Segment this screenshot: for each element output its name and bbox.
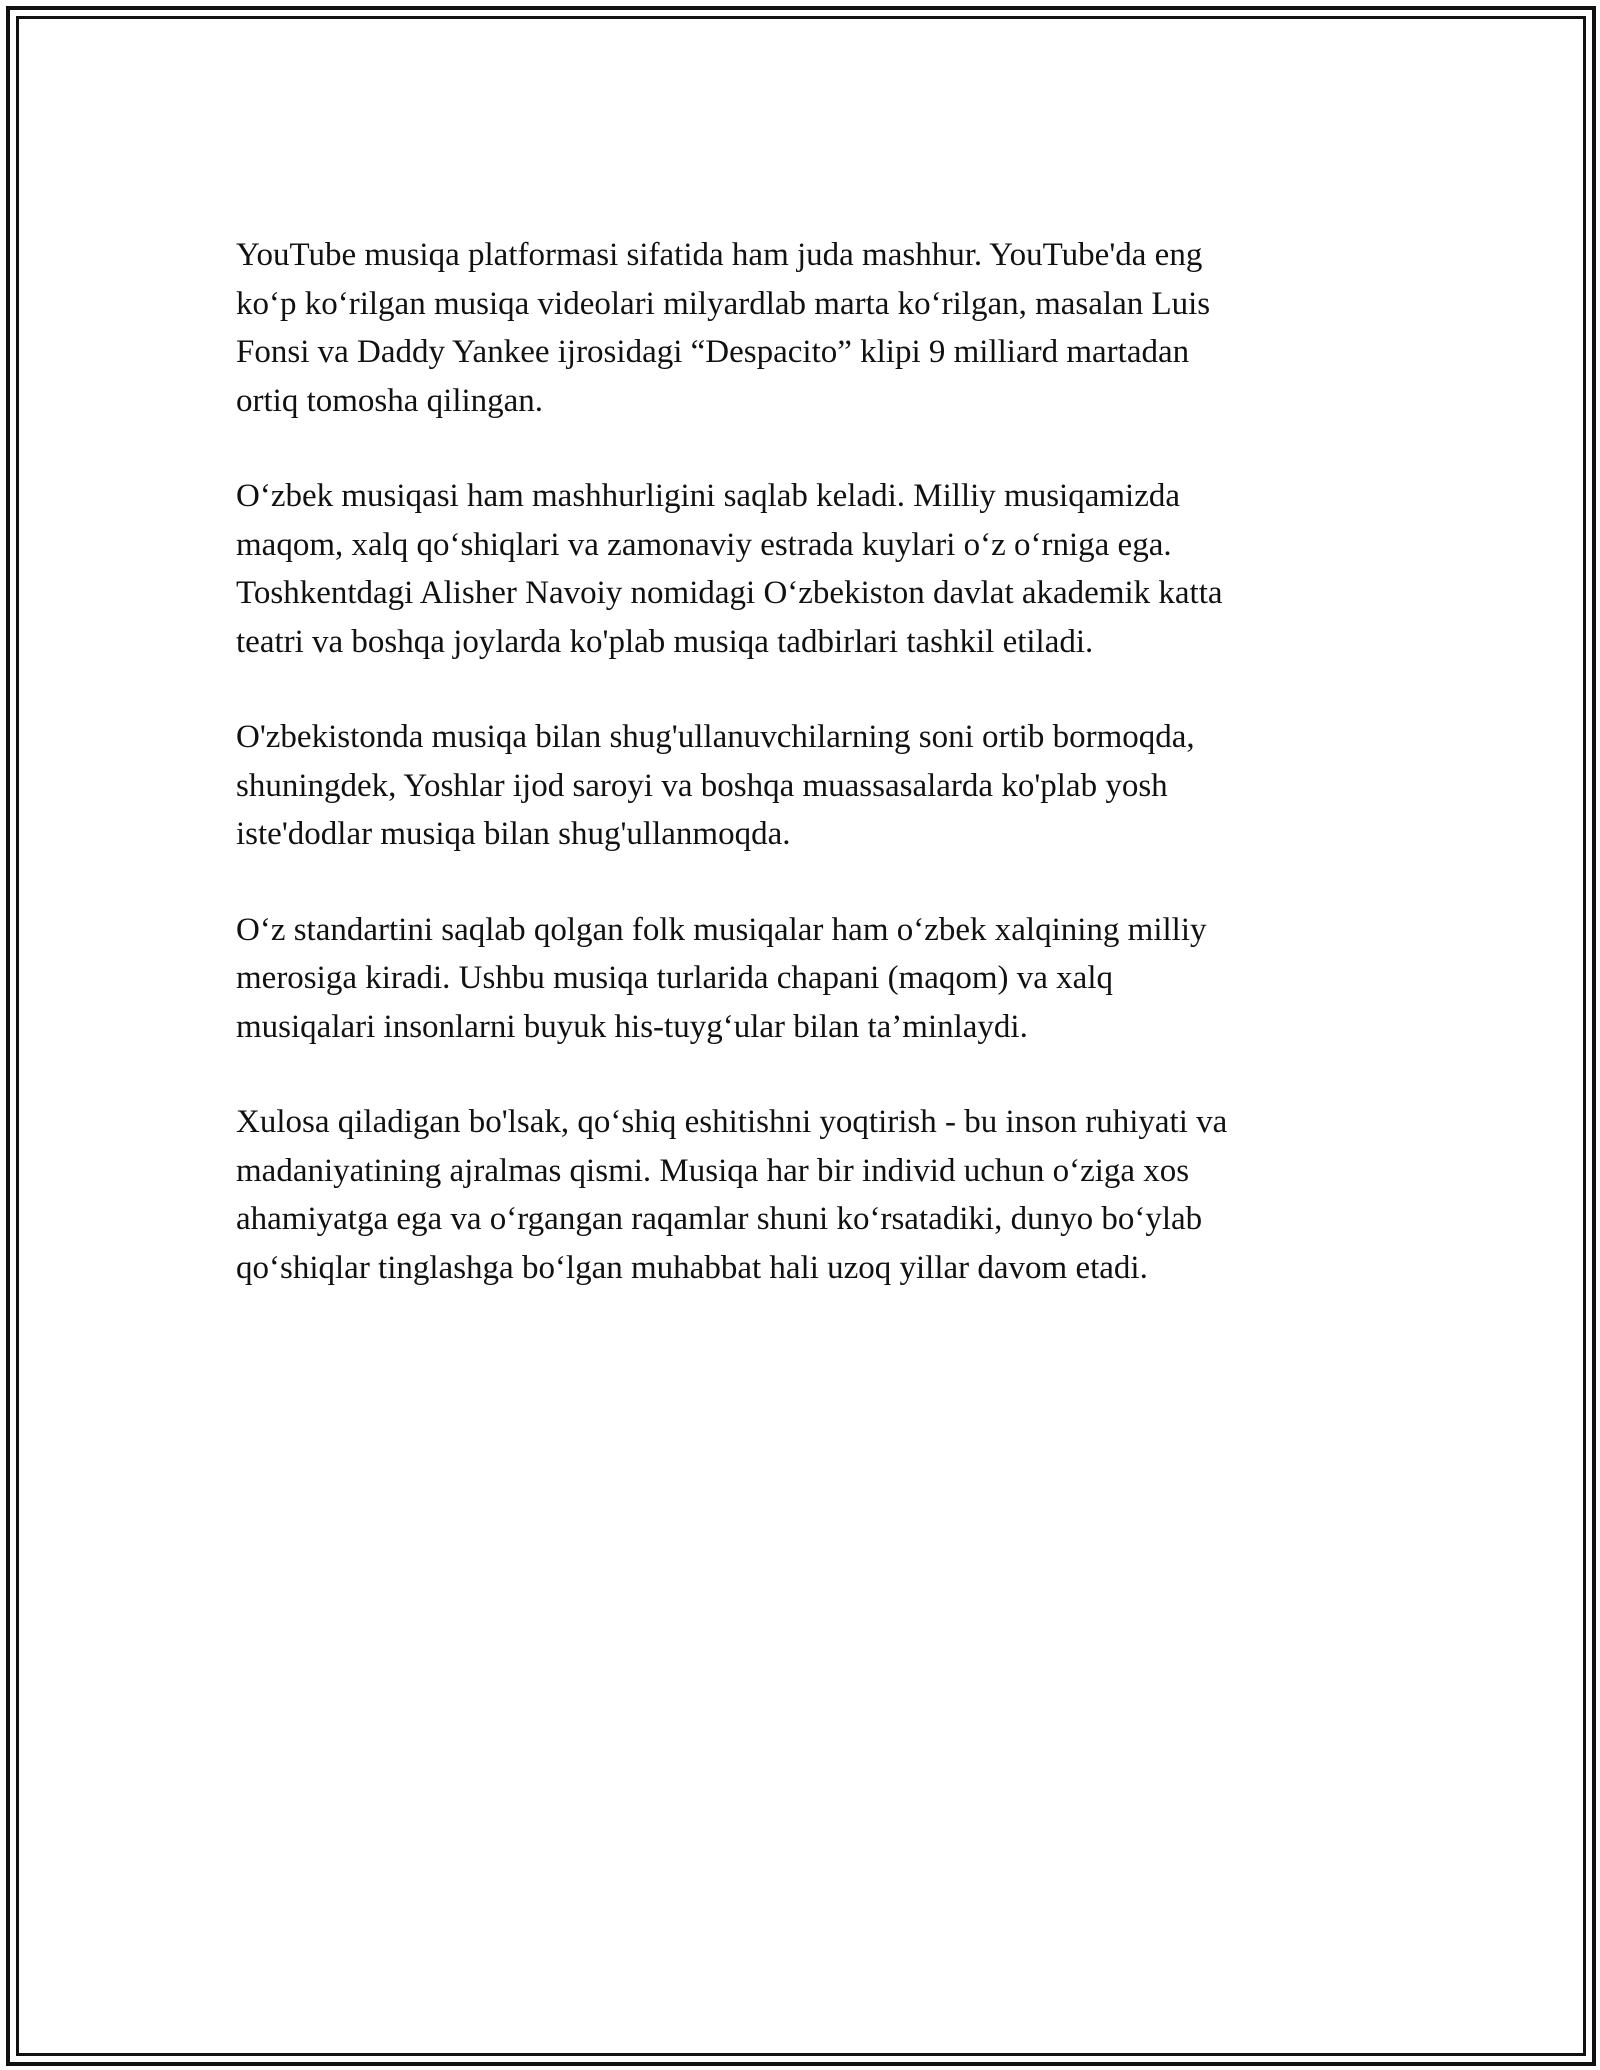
paragraph-musicians-growth: O'zbekistonda musiqa bilan shug'ullanuvchilarning soni ortib bormoqda, shuningdek, Yoshlar ijod saroyi va boshqa muassasalarda ko'plab yosh iste'dodlar musiqa bilan shug'ullanmoqda. xyxy=(236,719,1195,852)
paragraph-uzbek-music: O‘zbek musiqasi ham mashhurligini saqlab keladi. Milliy musiqamizda maqom, xalq qo‘shiqlari va zamonaviy estrada kuylari o‘z o‘rniga ega. Toshkentdagi Alisher Navoiy nomidagi O‘zbekiston davlat akademik katta teatri va boshqa joylarda ko'plab musiqa tadbirlari tashkil etiladi. xyxy=(236,478,1223,660)
document-body xyxy=(236,231,1366,1339)
paragraph-conclusion: Xulosa qiladigan bo'lsak, qo‘shiq eshitishni yoqtirish - bu inson ruhiyati va madaniyatining ajralmas qismi. Musiqa har bir individ uchun o‘ziga xos ahamiyatga ega va o‘rgangan raqamlar shuni ko‘rsatadiki, dunyo bo‘ylab qo‘shiqlar tinglashga bo‘lgan muhabbat hali uzoq yillar davom etadi. xyxy=(236,1104,1228,1286)
paragraph-folk-music: O‘z standartini saqlab qolgan folk musiqalar ham o‘zbek xalqining milliy merosiga kiradi. Ushbu musiqa turlarida chapani (maqom) va xalq musiqalari insonlarni buyuk his-tuyg‘ular bilan ta’minlaydi. xyxy=(236,911,1207,1045)
paragraph-youtube: YouTube musiqa platformasi sifatida ham juda mashhur. YouTube'da eng ko‘p ko‘rilgan musiqa videolari milyardlab marta ko‘rilgan, masalan Luis Fonsi va Daddy Yankee ijrosidagi “Despacito” klipi 9 milliard martadan ortiq tomosha qilingan. xyxy=(236,237,1211,419)
